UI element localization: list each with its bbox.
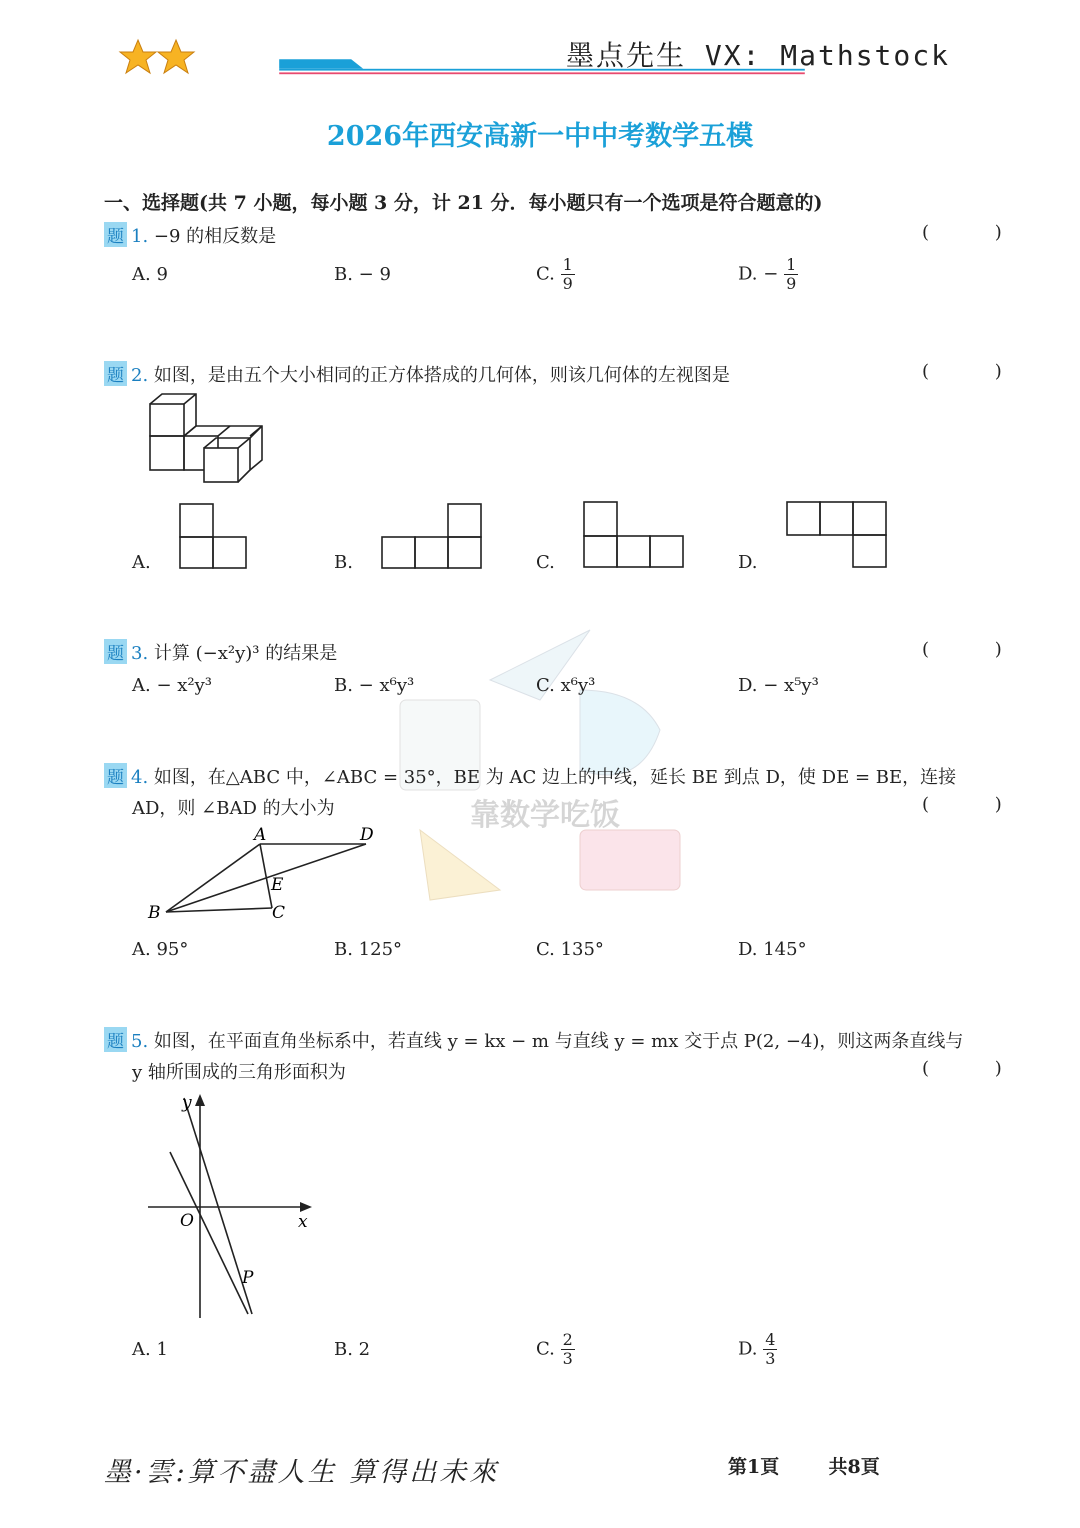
option-a: A. 1 (132, 1339, 168, 1360)
option-b: B. (334, 552, 353, 573)
question-4 (104, 763, 956, 789)
option-c: C. x⁶y³ (536, 675, 596, 696)
label-p: P (242, 1268, 254, 1288)
option-c (536, 256, 575, 293)
denominator: 3 (562, 1349, 573, 1368)
answer-paren: ( ) (922, 639, 1032, 660)
denominator: 9 (786, 274, 797, 293)
question-number: 5. (131, 1031, 149, 1052)
page-number: 第1頁 (728, 1456, 780, 1478)
question-badge: 题 (104, 639, 127, 664)
watermark-text: 靠数学吃饭 (470, 798, 620, 833)
question-badge: 题 (104, 1027, 127, 1052)
label-a: A (254, 825, 267, 845)
question-text: 如图，在△ABC 中，∠ABC = 35°，BE 为 AC 边上的中线，延长 BE 到点 D，使 DE = BE，连接 (153, 767, 957, 788)
question-number: 1. (131, 226, 149, 247)
denominator: 3 (765, 1349, 776, 1368)
header-brand: 墨点先生 VX: Mathstock (565, 39, 950, 72)
denominator: 9 (562, 274, 573, 293)
option-b-view (380, 502, 484, 570)
option-label: D. − (738, 263, 779, 285)
option-d (738, 1331, 777, 1368)
question-text: 如图，是由五个大小相同的正方体搭成的几何体，则该几何体的左视图是 (153, 365, 730, 386)
option-label: D. (738, 1338, 758, 1360)
option-d: D. 145° (738, 939, 807, 960)
page-title: 2026年西安高新一中中考数学五模 (326, 121, 754, 152)
label-o: O (180, 1211, 194, 1231)
page-total: 共8頁 (828, 1456, 880, 1478)
option-c: C. 135° (536, 939, 604, 960)
answer-paren: ( ) (922, 1058, 1032, 1079)
question-text: 如图，在平面直角坐标系中，若直线 y = kx − m 与直线 y = mx 交于点 P(2, −4)，则这两条直线与 (153, 1031, 964, 1052)
label-b: B (148, 903, 161, 923)
option-label: C. (536, 1338, 555, 1360)
question-text: 计算 (−x²y)³ 的结果是 (153, 643, 338, 664)
answer-paren: ( ) (922, 794, 1032, 815)
option-c-view (582, 500, 686, 570)
question-number: 3. (131, 643, 149, 664)
footer-slogan: 墨·雲:算不盡人生 算得出未來 (104, 1457, 500, 1488)
option-d: D. (738, 552, 758, 573)
triangle-figure (144, 824, 384, 924)
question-text-line2: AD，则 ∠BAD 的大小为 (132, 798, 335, 819)
question-number: 4. (131, 767, 149, 788)
option-c: C. (536, 552, 555, 573)
question-badge: 题 (104, 361, 127, 386)
option-b: B. 2 (334, 1339, 371, 1360)
question-badge: 题 (104, 222, 127, 247)
label-d: D (360, 825, 374, 845)
option-c (536, 1331, 575, 1368)
option-a-view (178, 502, 248, 570)
answer-paren: ( ) (922, 361, 1032, 382)
section-heading: 一、选择题(共 7 小题，每小题 3 分，计 21 分．每小题只有一个选项是符合题意的) (104, 192, 823, 214)
answer-paren: ( ) (922, 222, 1032, 243)
fraction (561, 256, 575, 293)
question-1 (104, 222, 276, 248)
fraction (561, 1331, 575, 1368)
numerator: 4 (765, 1330, 776, 1349)
question-badge: 题 (104, 763, 127, 788)
fraction (763, 1331, 777, 1368)
option-b: B. 125° (334, 939, 403, 960)
question-text: −9 的相反数是 (153, 226, 277, 247)
footer-page-info (728, 1452, 880, 1479)
option-a: A. − x²y³ (132, 675, 212, 696)
question-3 (104, 639, 337, 665)
label-x: x (298, 1212, 308, 1232)
label-y: y (182, 1093, 192, 1113)
option-b: B. − x⁶y³ (334, 675, 415, 696)
numerator: 1 (786, 255, 797, 274)
label-c: C (272, 903, 286, 923)
option-label: C. (536, 263, 555, 285)
option-d-view (785, 500, 889, 570)
question-2 (104, 361, 730, 387)
cube-solid-figure (146, 390, 266, 486)
question-5 (104, 1027, 963, 1053)
coordinate-figure (146, 1090, 326, 1322)
option-d: D. − x⁵y³ (738, 675, 819, 696)
numerator: 1 (562, 255, 573, 274)
option-a: A. 9 (132, 264, 168, 285)
option-a: A. (132, 552, 151, 573)
option-a: A. 95° (132, 939, 189, 960)
label-e: E (271, 875, 284, 895)
numerator: 2 (562, 1330, 573, 1349)
question-text-line2: y 轴所围成的三角形面积为 (132, 1062, 346, 1083)
question-number: 2. (131, 365, 149, 386)
option-b: B. − 9 (334, 264, 391, 285)
option-d (738, 256, 798, 293)
fraction (784, 256, 798, 293)
